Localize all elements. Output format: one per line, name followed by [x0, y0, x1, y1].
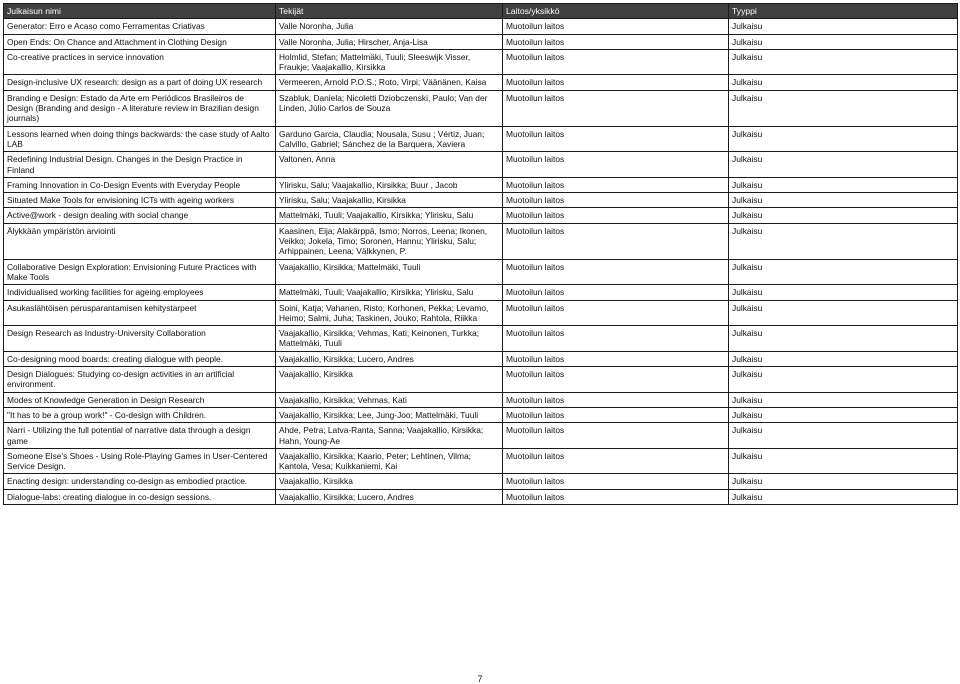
cell-department: Muotoilun laitos — [503, 177, 729, 192]
table-row — [4, 423, 958, 449]
cell-authors: Vaajakallio, Kirsikka; Lucero, Andres — [276, 351, 503, 366]
table-row — [4, 326, 958, 352]
cell-department: Muotoilun laitos — [503, 367, 729, 393]
cell-type: Julkaisu — [729, 19, 958, 34]
cell-authors: Vaajakallio, Kirsikka; Lucero, Andres — [276, 489, 503, 504]
cell-department: Muotoilun laitos — [503, 351, 729, 366]
cell-publication-title: Branding e Design: Estado da Arte em Periódicos Brasileiros de Design (Branding and design - A literature review in Brazilian design journals) — [4, 90, 276, 126]
cell-authors: Ylirisku, Salu; Vaajakallio, Kirsikka — [276, 193, 503, 208]
table-row — [4, 489, 958, 504]
table-row — [4, 49, 958, 75]
cell-type: Julkaisu — [729, 90, 958, 126]
cell-type: Julkaisu — [729, 392, 958, 407]
cell-type: Julkaisu — [729, 474, 958, 489]
table-row — [4, 259, 958, 285]
cell-authors: Mattelmäki, Tuuli; Vaajakallio, Kirsikka; Ylirisku, Salu — [276, 208, 503, 223]
cell-publication-title: Enacting design: understanding co-design as embodied practice. — [4, 474, 276, 489]
cell-department: Muotoilun laitos — [503, 285, 729, 300]
cell-publication-title: Someone Else's Shoes - Using Role-Playing Games in User-Centered Service Design. — [4, 448, 276, 474]
cell-publication-title: Älykkään ympäristön arviointi — [4, 223, 276, 259]
cell-type: Julkaisu — [729, 152, 958, 178]
cell-type: Julkaisu — [729, 208, 958, 223]
cell-authors: Kaasinen, Eija; Alakärppä, Ismo; Norros, Leena; Ikonen, Veikko; Jokela, Timo; Soronen, Hannu; Ylirisku, Salu; Arhippainen, Leena; Välkkynen, P. — [276, 223, 503, 259]
cell-type: Julkaisu — [729, 326, 958, 352]
table-row — [4, 193, 958, 208]
cell-authors: Valle Noronha, Julia — [276, 19, 503, 34]
cell-publication-title: Design Dialogues: Studying co-design activities in an artificial environment. — [4, 367, 276, 393]
cell-authors: Vermeeren, Arnold P.O.S.; Roto, Virpi; Väänänen, Kaisa — [276, 75, 503, 90]
cell-authors: Vaajakallio, Kirsikka; Lee, Jung-Joo; Mattelmäki, Tuuli — [276, 407, 503, 422]
cell-department: Muotoilun laitos — [503, 75, 729, 90]
cell-department: Muotoilun laitos — [503, 423, 729, 449]
cell-publication-title: Framing Innovation in Co-Design Events with Everyday People — [4, 177, 276, 192]
cell-type: Julkaisu — [729, 407, 958, 422]
cell-type: Julkaisu — [729, 259, 958, 285]
cell-publication-title: Modes of Knowledge Generation in Design Research — [4, 392, 276, 407]
cell-authors: Szabluk, Daniela; Nicoletti Dziobczenski, Paulo; Van der Linden, Júlio Carlos de Souza — [276, 90, 503, 126]
cell-publication-title: Active@work - design dealing with social change — [4, 208, 276, 223]
cell-type: Julkaisu — [729, 448, 958, 474]
table-row — [4, 285, 958, 300]
header-col-type: Tyyppi — [729, 4, 958, 19]
cell-publication-title: Asukaslähtöisen perusparantamisen kehitystarpeet — [4, 300, 276, 326]
cell-authors: Garduno Garcia, Claudia; Nousala, Susu ; Vértiz, Juan; Calvillo, Gabriel; Sánchez de la Barquera, Xaviera — [276, 126, 503, 152]
table-row — [4, 75, 958, 90]
cell-authors: Ylirisku, Salu; Vaajakallio, Kirsikka; Buur , Jacob — [276, 177, 503, 192]
cell-publication-title: Design Research as Industry-University Collaboration — [4, 326, 276, 352]
cell-publication-title: Redefining Industrial Design. Changes in the Design Practice in Finland — [4, 152, 276, 178]
cell-department: Muotoilun laitos — [503, 474, 729, 489]
cell-department: Muotoilun laitos — [503, 448, 729, 474]
cell-publication-title: Co-creative practices in service innovation — [4, 49, 276, 75]
cell-type: Julkaisu — [729, 285, 958, 300]
cell-department: Muotoilun laitos — [503, 152, 729, 178]
cell-authors: Valle Noronha, Julia; Hirscher, Anja-Lisa — [276, 34, 503, 49]
cell-department: Muotoilun laitos — [503, 193, 729, 208]
table-row — [4, 367, 958, 393]
cell-type: Julkaisu — [729, 223, 958, 259]
cell-department: Muotoilun laitos — [503, 19, 729, 34]
table-row — [4, 152, 958, 178]
cell-authors: Vaajakallio, Kirsikka; Vehmas, Kati; Keinonen, Turkka; Mattelmäki, Tuuli — [276, 326, 503, 352]
table-row — [4, 90, 958, 126]
cell-department: Muotoilun laitos — [503, 126, 729, 152]
cell-department: Muotoilun laitos — [503, 208, 729, 223]
cell-publication-title: Situated Make Tools for envisioning ICTs with ageing workers — [4, 193, 276, 208]
cell-department: Muotoilun laitos — [503, 49, 729, 75]
cell-publication-title: Individualised working facilities for ageing employees — [4, 285, 276, 300]
cell-department: Muotoilun laitos — [503, 300, 729, 326]
header-col-department: Laitos/yksikkö — [503, 4, 729, 19]
cell-department: Muotoilun laitos — [503, 392, 729, 407]
cell-type: Julkaisu — [729, 177, 958, 192]
cell-publication-title: Co-designing mood boards: creating dialogue with people. — [4, 351, 276, 366]
cell-department: Muotoilun laitos — [503, 407, 729, 422]
table-row — [4, 208, 958, 223]
cell-type: Julkaisu — [729, 34, 958, 49]
cell-publication-title: Open Ends: On Chance and Attachment in Clothing Design — [4, 34, 276, 49]
table-row — [4, 448, 958, 474]
cell-publication-title: Generator: Erro e Acaso como Ferramentas Criativas — [4, 19, 276, 34]
cell-department: Muotoilun laitos — [503, 326, 729, 352]
cell-authors: Holmlid, Stefan; Mattelmäki, Tuuli; Sleeswijk Visser, Fraukje; Vaajakallio, Kirsikka — [276, 49, 503, 75]
cell-department: Muotoilun laitos — [503, 223, 729, 259]
header-row — [4, 4, 958, 19]
cell-publication-title: Lessons learned when doing things backwards: the case study of Aalto LAB — [4, 126, 276, 152]
table-row — [4, 300, 958, 326]
cell-authors: Vaajakallio, Kirsikka; Kaario, Peter; Lehtinen, Vilma; Kantola, Vesa; Kuikkaniemi, Kai — [276, 448, 503, 474]
cell-type: Julkaisu — [729, 49, 958, 75]
cell-publication-title: Design-inclusive UX research: design as a part of doing UX research — [4, 75, 276, 90]
cell-authors: Mattelmäki, Tuuli; Vaajakallio, Kirsikka; Ylirisku, Salu — [276, 285, 503, 300]
table-row — [4, 351, 958, 366]
table-row — [4, 126, 958, 152]
cell-type: Julkaisu — [729, 351, 958, 366]
cell-type: Julkaisu — [729, 193, 958, 208]
header-col-authors: Tekijät — [276, 4, 503, 19]
table-row — [4, 223, 958, 259]
cell-department: Muotoilun laitos — [503, 90, 729, 126]
table-header — [4, 4, 958, 19]
cell-department: Muotoilun laitos — [503, 259, 729, 285]
cell-type: Julkaisu — [729, 423, 958, 449]
cell-type: Julkaisu — [729, 367, 958, 393]
table-row — [4, 407, 958, 422]
cell-authors: Ahde, Petra; Latva-Ranta, Sanna; Vaajakallio, Kirsikka; Hahn, Young-Ae — [276, 423, 503, 449]
cell-authors: Vaajakallio, Kirsikka; Vehmas, Kati — [276, 392, 503, 407]
cell-authors: Valtonen, Anna — [276, 152, 503, 178]
cell-authors: Vaajakallio, Kirsikka — [276, 367, 503, 393]
cell-department: Muotoilun laitos — [503, 34, 729, 49]
cell-authors: Soini, Katja; Vahanen, Risto; Korhonen, Pekka; Levamo, Heimo; Salmi, Juha; Taskinen, Jouko; Rahtola, Riikka — [276, 300, 503, 326]
cell-publication-title: Narri - Utilizing the full potential of narrative data through a design game — [4, 423, 276, 449]
page-number: 7 — [477, 674, 483, 684]
cell-authors: Vaajakallio, Kirsikka; Mattelmäki, Tuuli — [276, 259, 503, 285]
cell-publication-title: Collaborative Design Exploration: Envisioning Future Practices with Make Tools — [4, 259, 276, 285]
cell-type: Julkaisu — [729, 489, 958, 504]
table-row — [4, 474, 958, 489]
table-row — [4, 19, 958, 34]
cell-authors: Vaajakallio, Kirsikka — [276, 474, 503, 489]
table-row — [4, 392, 958, 407]
cell-type: Julkaisu — [729, 75, 958, 90]
cell-publication-title: Dialogue-labs: creating dialogue in co-design sessions. — [4, 489, 276, 504]
cell-department: Muotoilun laitos — [503, 489, 729, 504]
cell-type: Julkaisu — [729, 126, 958, 152]
header-col-publication-title: Julkaisun nimi — [4, 4, 276, 19]
table-row — [4, 177, 958, 192]
table-body — [4, 19, 958, 505]
table-row — [4, 34, 958, 49]
cell-publication-title: "It has to be a group work!" - Co-design with Children. — [4, 407, 276, 422]
publications-table — [3, 3, 958, 505]
cell-type: Julkaisu — [729, 300, 958, 326]
